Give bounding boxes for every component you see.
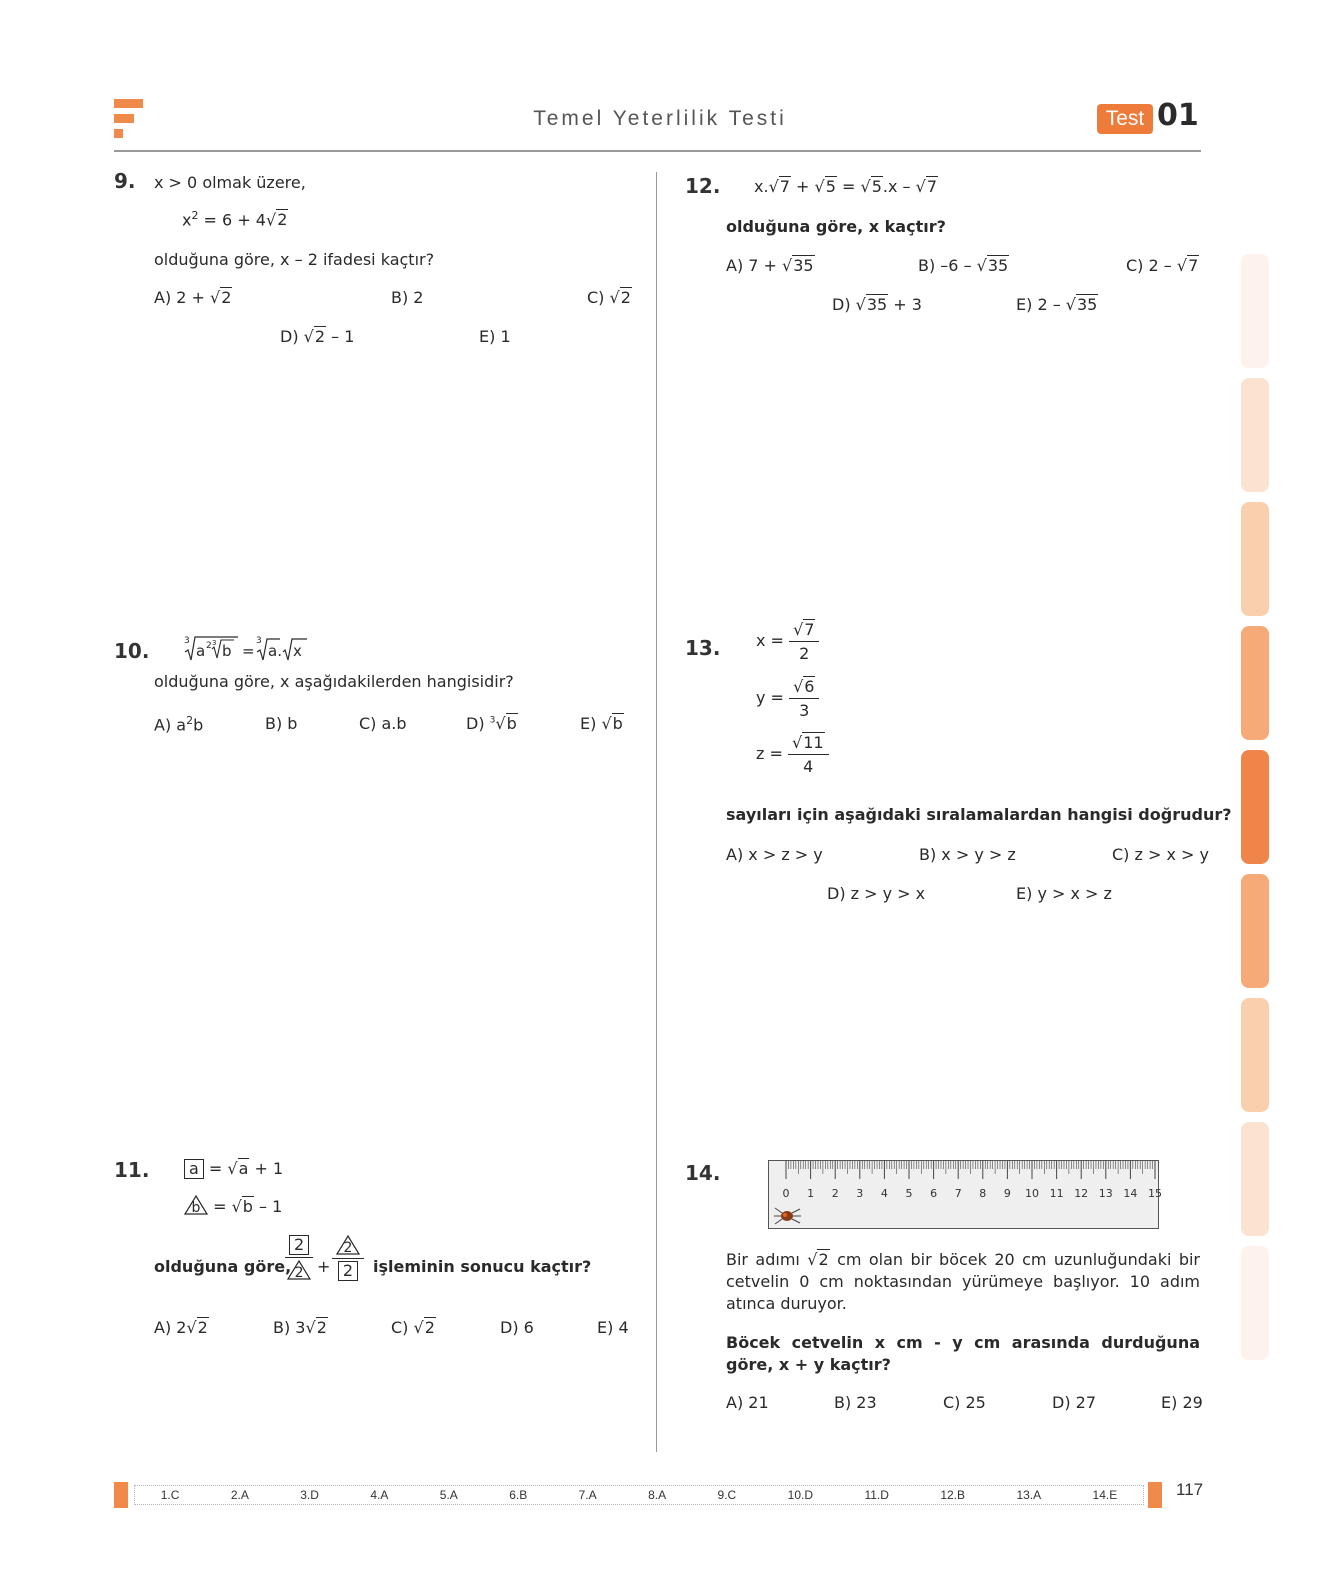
ruler-label: 10: [1025, 1187, 1039, 1200]
ruler-label: 14: [1123, 1187, 1138, 1200]
answer-key-item: 5.A: [439, 1488, 458, 1502]
option-c[interactable]: C) √2: [587, 288, 631, 307]
answer-key-item: 7.A: [578, 1488, 597, 1502]
page-number: 117: [1176, 1480, 1204, 1499]
option-b[interactable]: B) x > y > z: [919, 845, 1016, 864]
option-b[interactable]: B) –6 – √35: [918, 256, 1009, 275]
ruler-illustration: [768, 1160, 1160, 1234]
triangle-definition: b = √b – 1: [184, 1195, 282, 1216]
answer-key-item: 6.B: [509, 1488, 528, 1502]
answer-key-item: 10.D: [787, 1488, 814, 1502]
answer-key-item: 12.B: [940, 1488, 966, 1502]
ruler-label: 4: [880, 1187, 888, 1200]
ruler-label: 1: [807, 1187, 815, 1200]
ruler-label: 15: [1148, 1187, 1162, 1200]
option-e[interactable]: E) 29: [1161, 1393, 1203, 1412]
column-divider: [656, 172, 657, 1452]
option-b[interactable]: B) 23: [834, 1393, 877, 1412]
side-tab: [1241, 378, 1269, 492]
side-tab: [1241, 254, 1269, 368]
answer-key-item: 2.A: [230, 1488, 249, 1502]
ruler-label: 7: [954, 1187, 962, 1200]
option-a[interactable]: A) $a^2b$: [154, 714, 204, 735]
side-tab: [1241, 626, 1269, 740]
ruler-label: 3: [856, 1187, 864, 1200]
fraction-box-over-triangle: $\frac{2}{2}$: [285, 1235, 313, 1281]
option-a[interactable]: A) 2 + √2: [154, 288, 232, 307]
side-tab: [1241, 998, 1269, 1112]
ruler-label: 2: [831, 1187, 839, 1200]
svg-text:a: a: [196, 642, 206, 660]
ruler-label: 5: [905, 1187, 913, 1200]
question-text: olduğuna göre, x aşağıdakilerden hangisidir?: [154, 672, 514, 691]
svg-text:x: x: [293, 642, 302, 660]
equation: x.√7 + √5 = √5.x – √7: [754, 177, 938, 196]
option-d[interactable]: D) √2 – 1: [280, 327, 355, 346]
side-tab: [1241, 1246, 1269, 1360]
triangle-symbol: b: [184, 1195, 208, 1215]
svg-text:3: 3: [256, 636, 262, 646]
equation: $x^2 = 6 + 4√2$: [182, 209, 288, 230]
option-d[interactable]: D) z > y > x: [827, 884, 926, 903]
answer-key: [134, 1485, 1144, 1505]
option-e[interactable]: E) 4: [597, 1318, 629, 1337]
condition: x > 0 olmak üzere,: [154, 173, 306, 192]
question-text: olduğuna göre, x – 2 ifadesi kaçtır?: [154, 250, 435, 269]
question-number: 13.: [685, 636, 721, 660]
test-badge: Test: [1097, 104, 1153, 134]
side-tab: [1241, 750, 1269, 864]
svg-text:a.: a.: [268, 642, 282, 660]
ruler-label: 11: [1049, 1187, 1064, 1200]
question-number: 10.: [114, 639, 150, 663]
side-tab: [1241, 1122, 1269, 1236]
question-number: 9.: [114, 169, 136, 193]
option-a[interactable]: A) 2√2: [154, 1318, 208, 1337]
option-e[interactable]: E) √b: [580, 714, 623, 733]
box-symbol: a: [184, 1159, 204, 1179]
fraction-triangle-over-box: $\frac{2}{2}$: [332, 1235, 364, 1281]
option-c[interactable]: C) a.b: [359, 714, 407, 733]
option-a[interactable]: A) 21: [726, 1393, 769, 1412]
question-text: olduğuna göre, x kaçtır?: [726, 217, 946, 236]
answer-key-item: 11.D: [864, 1488, 889, 1502]
question-number: 12.: [685, 174, 721, 198]
side-tab: [1241, 874, 1269, 988]
option-d[interactable]: D) 27: [1052, 1393, 1097, 1412]
svg-text:3: 3: [212, 639, 217, 647]
box-definition: a = √a + 1: [184, 1159, 283, 1179]
svg-text:3: 3: [184, 636, 190, 646]
page-title: Temel Yeterlilik Testi: [533, 107, 787, 130]
answer-key-item: 3.D: [300, 1488, 319, 1502]
answer-key-item: 4.A: [370, 1488, 389, 1502]
option-c[interactable]: C) 25: [943, 1393, 986, 1412]
question-number: 14.: [685, 1161, 721, 1185]
option-d[interactable]: D) √35 + 3: [832, 295, 922, 314]
svg-text:b: b: [222, 642, 232, 660]
ruler-label: 12: [1074, 1187, 1089, 1200]
ruler-label: 6: [930, 1187, 938, 1200]
option-e[interactable]: E) 1: [479, 327, 511, 346]
answer-key-item: 13.A: [1016, 1488, 1042, 1502]
test-number: 01: [1157, 98, 1199, 133]
answer-key-item: 8.A: [648, 1488, 667, 1502]
footer-marker-right: [1148, 1482, 1162, 1508]
option-d[interactable]: D) 6: [500, 1318, 534, 1337]
question-text: sayıları için aşağıdaki sıralamalardan hangisi doğrudur?: [726, 805, 1232, 824]
option-b[interactable]: B) b: [265, 714, 298, 733]
question-pre: olduğuna göre,: [154, 1257, 292, 1276]
question-post: işleminin sonucu kaçtır?: [373, 1257, 592, 1276]
option-c[interactable]: C) z > x > y: [1112, 845, 1209, 864]
answer-key-item: 14.E: [1092, 1488, 1118, 1502]
option-c[interactable]: C) 2 – √7: [1126, 256, 1199, 275]
option-e[interactable]: E) y > x > z: [1016, 884, 1112, 903]
header-divider: [114, 150, 1201, 152]
x-definition: x = $\frac{√7}{2}$: [756, 620, 819, 663]
ruler-label: 0: [782, 1187, 790, 1200]
question-text: Böcek cetvelin x cm - y cm arasında durduğuna göre, x + y kaçtır?: [726, 1333, 1200, 1374]
answer-key-item: 1.C: [160, 1488, 180, 1502]
option-a[interactable]: A) x > z > y: [726, 845, 823, 864]
option-e[interactable]: E) 2 – √35: [1016, 295, 1098, 314]
option-b[interactable]: B) 3√2: [273, 1318, 327, 1337]
equation: [182, 633, 317, 667]
question-number: 11.: [114, 1158, 150, 1182]
option-a[interactable]: A) 7 + √35: [726, 256, 814, 275]
y-definition: y = $\frac{√6}{3}$: [756, 677, 819, 720]
footer-marker-left: [114, 1482, 128, 1508]
ruler-label: 8: [979, 1187, 987, 1200]
svg-text:2: 2: [206, 641, 212, 651]
svg-text:=: =: [242, 642, 255, 660]
option-c[interactable]: C) √2: [391, 1318, 435, 1337]
option-b[interactable]: B) 2: [391, 288, 424, 307]
option-d[interactable]: D) $^3$√b: [466, 714, 517, 733]
plus-sign: +: [317, 1257, 331, 1276]
answer-key-item: 9.C: [717, 1488, 737, 1502]
side-tab: [1241, 502, 1269, 616]
z-definition: z = $\frac{√11}{4}$: [756, 733, 829, 776]
ruler-label: 13: [1098, 1187, 1113, 1200]
problem-text: Bir adımı √2 cm olan bir böcek 20 cm uzunluğundaki bir cetvelin 0 cm noktasından yürümeye başlıyor. 10 adım atınca duruyor.: [726, 1250, 1200, 1313]
ruler-label: 9: [1003, 1187, 1011, 1200]
